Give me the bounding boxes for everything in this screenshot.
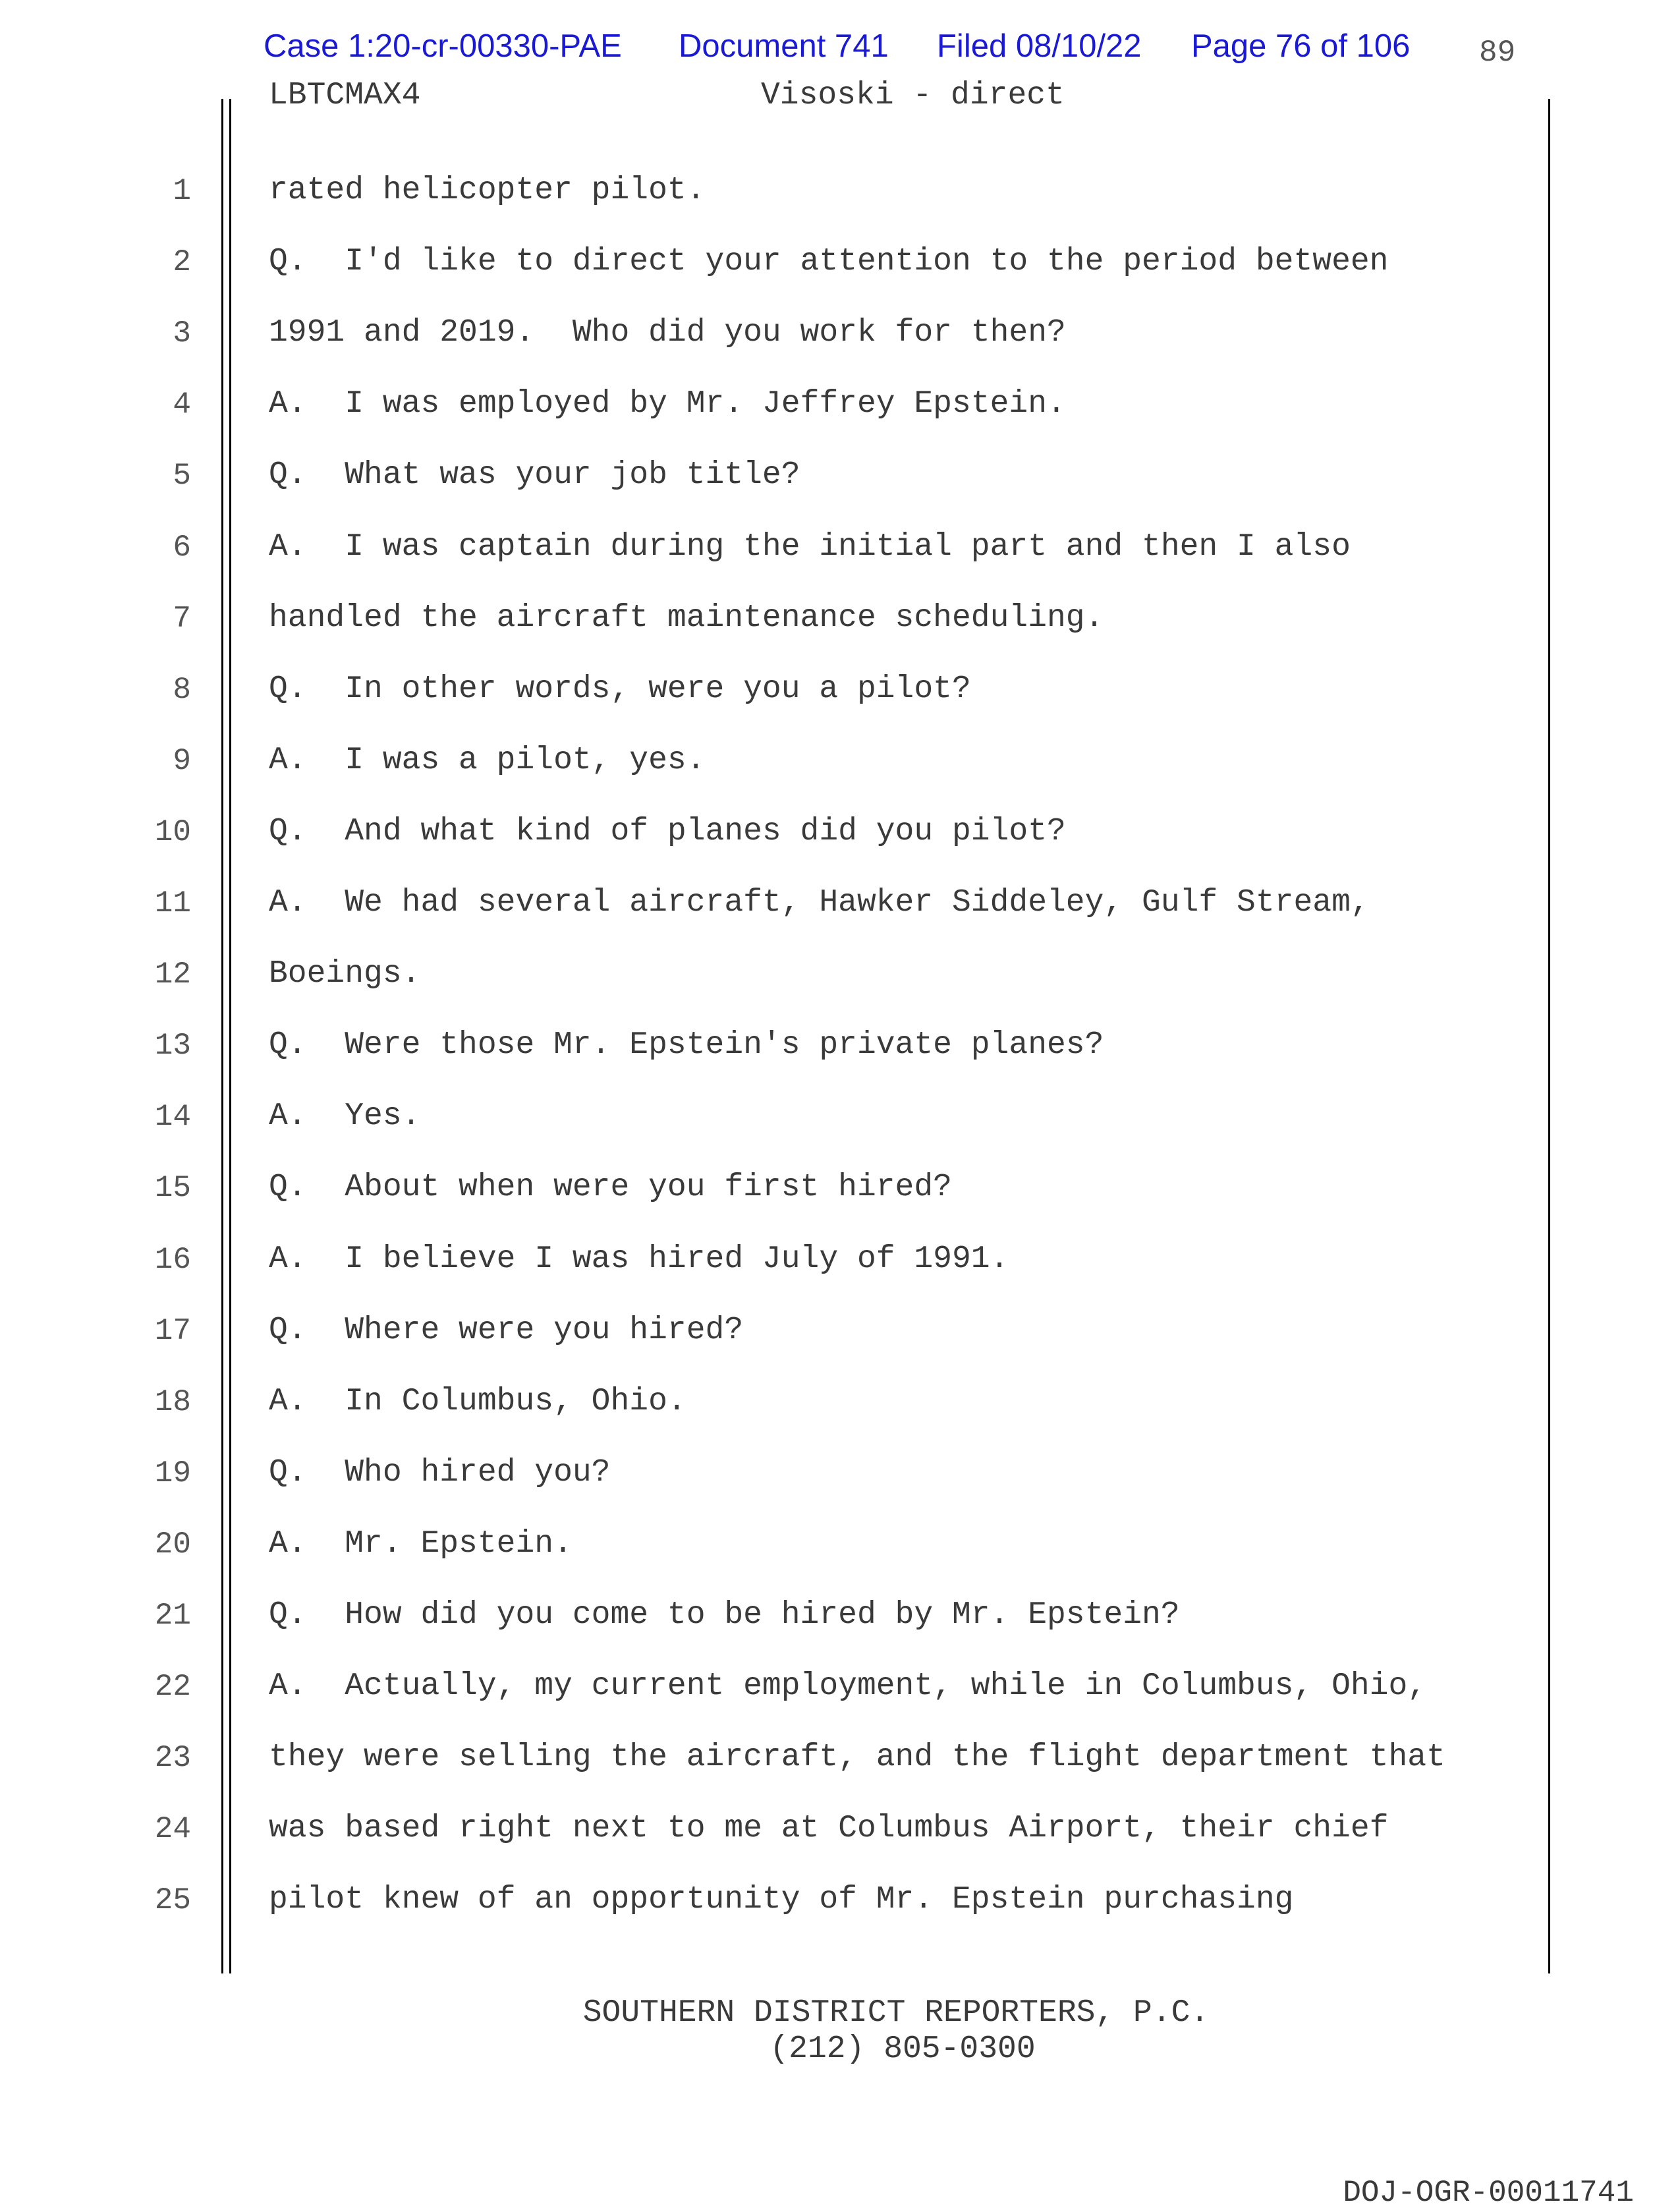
transcript-line: Q. Where were you hired? bbox=[269, 1313, 744, 1348]
reporter-name: SOUTHERN DISTRICT REPORTERS, P.C. bbox=[582, 1995, 1210, 2031]
line-number: 23 bbox=[154, 1741, 191, 1775]
bates-number: DOJ-OGR-00011741 bbox=[1343, 2176, 1634, 2210]
line-number: 18 bbox=[154, 1385, 191, 1419]
line-number: 19 bbox=[154, 1456, 191, 1490]
transcript-line: they were selling the aircraft, and the flight department that bbox=[269, 1740, 1445, 1775]
transcript-line: Q. Who hired you? bbox=[269, 1455, 611, 1490]
left-rule-inner bbox=[229, 99, 231, 1973]
line-number: 11 bbox=[154, 886, 191, 921]
transcript-line: A. Actually, my current employment, while in Columbus, Ohio, bbox=[269, 1668, 1427, 1704]
reporter-phone: (212) 805-0300 bbox=[770, 2031, 1036, 2067]
line-number: 17 bbox=[154, 1314, 191, 1348]
transcript-line: Q. I'd like to direct your attention to the period between bbox=[269, 244, 1389, 279]
transcript-line: rated helicopter pilot. bbox=[269, 173, 706, 208]
line-number: 22 bbox=[154, 1670, 191, 1704]
transcript-line: A. Mr. Epstein. bbox=[269, 1526, 573, 1562]
transcript-line: pilot knew of an opportunity of Mr. Epstein purchasing bbox=[269, 1882, 1294, 1917]
transcript-line: was based right next to me at Columbus Airport, their chief bbox=[269, 1811, 1389, 1846]
line-number: 4 bbox=[173, 387, 191, 422]
stamp-filed-date: Filed 08/10/22 bbox=[937, 28, 1142, 64]
transcript-line: A. I believe I was hired July of 1991. bbox=[269, 1241, 1009, 1277]
transcript-line: Q. How did you come to be hired by Mr. Epstein? bbox=[269, 1597, 1180, 1633]
line-number: 6 bbox=[173, 530, 191, 565]
stamp-document-number: Document 741 bbox=[679, 28, 889, 64]
transcript-line: 1991 and 2019. Who did you work for then? bbox=[269, 315, 1066, 351]
line-number: 8 bbox=[173, 673, 191, 707]
transcript-line: A. In Columbus, Ohio. bbox=[269, 1384, 686, 1419]
transcript-line: Q. And what kind of planes did you pilot? bbox=[269, 814, 1066, 849]
transcript-line: Q. Were those Mr. Epstein's private planes? bbox=[269, 1027, 1104, 1063]
transcript-header-witness: Visoski - direct bbox=[761, 78, 1065, 113]
transcript-line: Boeings. bbox=[269, 956, 421, 992]
line-number: 25 bbox=[154, 1883, 191, 1917]
stamp-case-number: Case 1:20-cr-00330-PAE bbox=[264, 28, 622, 64]
line-number: 15 bbox=[154, 1171, 191, 1205]
transcript-line: A. I was employed by Mr. Jeffrey Epstein. bbox=[269, 386, 1066, 422]
line-number: 1 bbox=[173, 174, 191, 208]
line-number: 12 bbox=[154, 957, 191, 992]
transcript-line: Q. In other words, were you a pilot? bbox=[269, 671, 971, 707]
transcript-page-number: 89 bbox=[1479, 36, 1516, 70]
transcript-line: Q. What was your job title? bbox=[269, 457, 800, 493]
transcript-line: A. We had several aircraft, Hawker Siddeley, Gulf Stream, bbox=[269, 885, 1370, 921]
line-number: 24 bbox=[154, 1812, 191, 1846]
line-number: 5 bbox=[173, 459, 191, 493]
line-number: 16 bbox=[154, 1243, 191, 1277]
line-number: 7 bbox=[173, 602, 191, 636]
line-number: 10 bbox=[154, 815, 191, 849]
line-number: 20 bbox=[154, 1527, 191, 1562]
line-number: 21 bbox=[154, 1599, 191, 1633]
transcript-line: Q. About when were you first hired? bbox=[269, 1170, 952, 1205]
line-number: 9 bbox=[173, 744, 191, 778]
stamp-page-count: Page 76 of 106 bbox=[1191, 28, 1411, 64]
transcript-line: A. I was a pilot, yes. bbox=[269, 743, 706, 778]
line-number: 13 bbox=[154, 1029, 191, 1063]
line-number: 2 bbox=[173, 245, 191, 279]
line-number: 3 bbox=[173, 316, 191, 351]
right-rule bbox=[1548, 99, 1550, 1973]
transcript-line: A. I was captain during the initial part and then I also bbox=[269, 529, 1351, 565]
transcript-line: A. Yes. bbox=[269, 1098, 421, 1134]
line-number: 14 bbox=[154, 1100, 191, 1134]
transcript-line: handled the aircraft maintenance scheduling. bbox=[269, 600, 1104, 636]
left-rule-outer bbox=[221, 99, 223, 1973]
transcript-header-code: LBTCMAX4 bbox=[269, 78, 421, 113]
